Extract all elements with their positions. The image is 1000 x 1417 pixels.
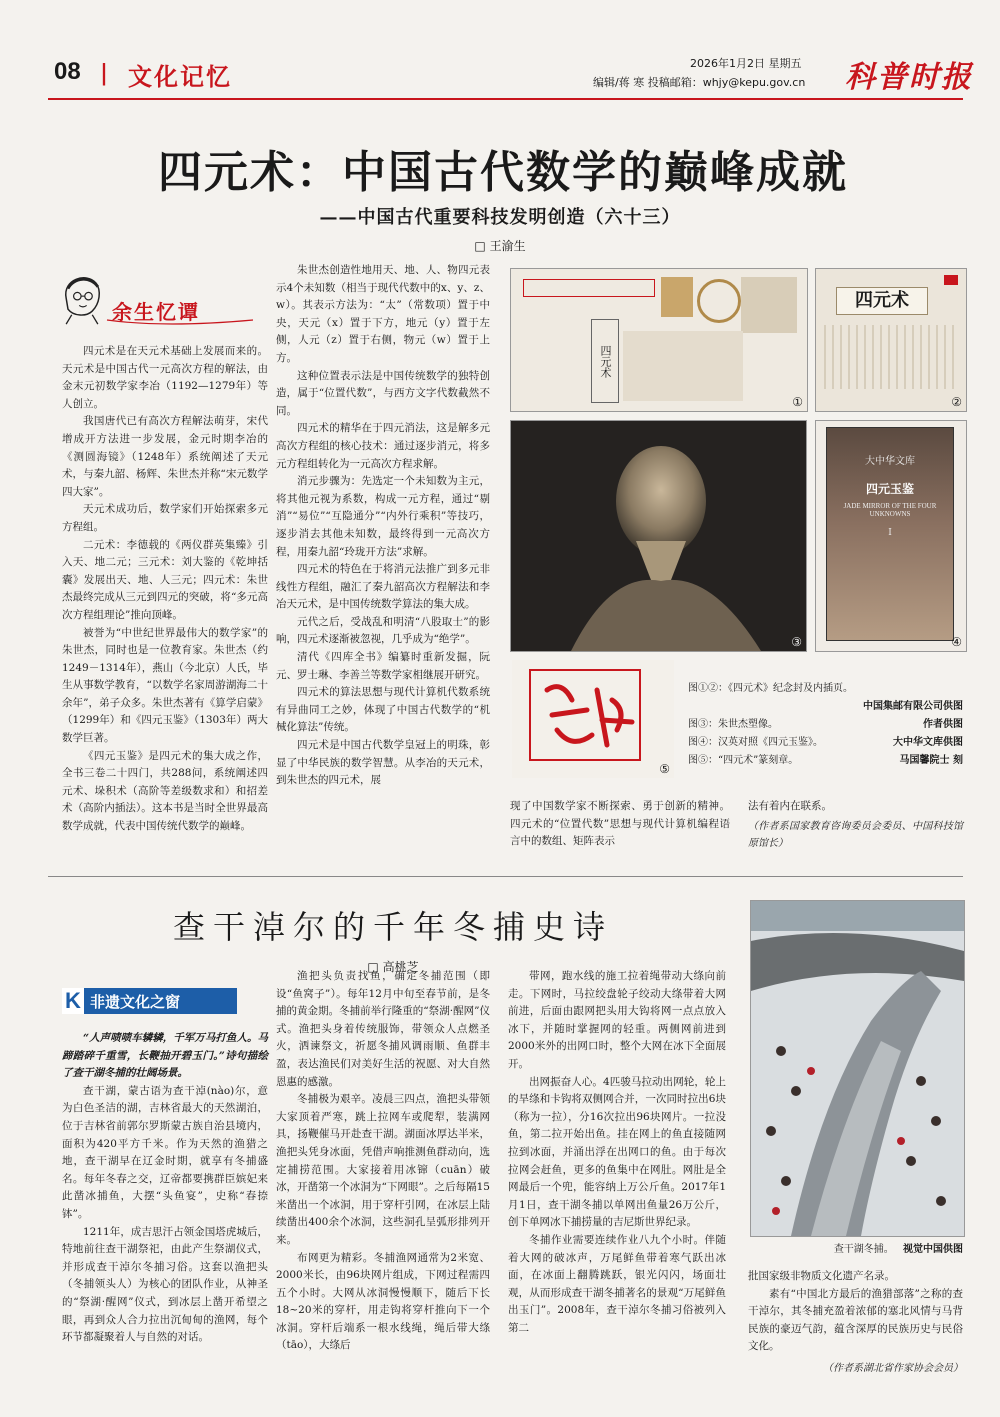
insert-page-photo [815,268,967,412]
section-title: 文化记忆 [128,63,232,91]
statue-image [511,421,806,651]
article1-title: 四元术：中国古代数学的巅峰成就 [158,147,848,198]
paragraph: 布网更为精彩。冬捕渔网通常为2米宽、2000米长，由96块网片组成，下网过程需四五个小时。大网从冰洞慢慢顺下，随后下长18~20米的穿杆，用走钩将穿杆推向下一个冰洞。穿杆后端系一根水线绳，绳后带大绦（tāo），大绦后 [276,1251,490,1352]
article2-column-3 [508,968,726,1337]
paragraph: 天元术成功后，数学家们开始探索多元方程组。 [62,503,268,533]
book-photo [815,420,967,652]
book-volume: I [888,528,892,538]
article-divider [48,876,963,877]
article2-author-note: （作者系湖北省作家协会会员） [823,1362,963,1374]
seal-photo [512,660,674,778]
photo-label: ① [792,395,803,409]
paragraph: 二元术：李德载的《两仪群英集臻》引入天、地二元；三元术：刘大鉴的《乾坤括囊》发展出天、地、人三元；四元术：朱世杰最终完成从三元到四元的突破，将“多元高次方程组理论”推向顶峰。 [62,538,268,621]
photo-label: ② [951,395,962,409]
paragraph: 1211年，成吉思汗占领金国塔虎城后，特地前往查干湖祭祀，由此产生祭湖仪式，并形成查干淖尔冬捕习俗。这套以渔把头（冬捕领头人）为核心的团队作业，从神圣的“祭湖·醒网”仪式，到冰层上凿开希望之眼，再到众人合力拉出沉甸甸的渔网，每个环节都凝聚着人与自然的对话。 [62,1225,268,1344]
article2-column-4 [748,1268,963,1378]
cover-title: 四元术 [591,319,619,403]
paragraph: 这种位置表示法是中国传统数学的独特创造，属于“位置代数”，与西方文字代数截然不同。 [276,369,490,417]
photo-label: ⑤ [659,762,670,776]
paragraph: 消元步骤为：先选定一个未知数为主元，将其他元视为系数，构成一元方程，通过“剔消”“易位”“互隐通分”“内外行乘积”等技巧，逐步消去其他未知数，最终得到一元高次方程，用秦九韶“玲珑开方法”求解。 [276,475,490,558]
paragraph: 四元术的算法思想与现代计算机代数系统有异曲同工之妙，体现了中国古代数学的“机械化算法”传统。 [276,686,490,734]
article2-title: 查干淖尔的千年冬捕史诗 [172,908,613,946]
article1-author-note: （作者系国家教育咨询委员会委员、中国科技馆原馆长） [748,820,963,850]
caption-4: 图④：汉英对照《四元玉鉴》。 [688,737,823,748]
paragraph: 冬捕极为艰辛。凌晨三四点，渔把头带领大家顶着严寒，跳上拉网车或爬犁，装满网具，扬鞭催马开赴查干湖。湖面冰厚达半米，渔把头凭身冰面，凭借声响推测鱼群动向，选定捕捞范围。大家接着用冰镩（cuān）破冰，开凿第一个冰洞为“下网眼”。之后每隔15米凿出一个冰洞，用于穿杆引网，在冰层上陆续凿出400余个冰洞，这些洞孔呈弧形排列开来。 [276,1093,490,1246]
paragraph: 四元术的精华在于四元消法，这是解多元高次方程组的核心技术：通过逐步消元，将多元方程组转化为一元高次方程求解。 [276,422,490,470]
paragraph: 渔把头负责找鱼，确定冬捕范围（即设“鱼窝子”）。每年12月中旬至春节前，是冬捕的黄金期。冬捕前举行隆重的“祭湖·醒网”仪式。渔把头身着传统服饰，带领众人点燃圣火，洒谏祭文，祈愿冬捕风调雨顺、鱼群丰盈，表达渔民们对美好生活的祝愿、对大自然恩惠的感激。 [276,970,490,1088]
book-series: 大中华文库 [865,456,915,467]
photo-credit: 视觉中国供图 [903,1244,963,1255]
caption-row [688,734,963,752]
book-cover [826,427,954,641]
article1-column-2 [276,262,490,790]
column-name: 余生忆谭 [112,300,200,324]
editor-line: 编辑/蒋 寒 投稿邮箱：whjy@kepu.gov.cn [593,76,806,89]
winter-fishing-photo [750,900,965,1237]
page-number: 08 [54,58,81,85]
stamp-image [741,277,797,333]
paragraph: 朱世杰创造性地用天、地、人、物四元表示4个未知数（相当于现代代数中的x、y、z、w）。其表示方法为：“太”（常数项）置于中央，天元（x）置于下方，地元（y）置于左侧，人元（z）置于右侧，物元（w）置于上方。 [276,264,490,364]
paragraph: 四元术是在天元术基础上发展而来的。天元术是中国古代一元高次方程的解法，由金末元初数学家李冶（1192—1279年）等人创立。 [62,345,268,410]
paragraph: 现了中国数学家不断探索、勇于创新的精神。四元术的“位置代数”思想与现代计算机编程语言中的数组、矩阵表示 [510,800,730,848]
article1-author: □ 王渝生 [474,239,526,253]
author-sketch-icon [58,270,106,326]
caption-1: 图①②：《四元术》纪念封及内插页。 [688,683,853,694]
paragraph: 清代《四库全书》编纂时重新发掘，阮元、罗士琳、李善兰等数学家相继展开研究。 [276,651,490,681]
paragraph: 四元术是中国古代数学皇冠上的明珠，彰显了中华民族的数学智慧。从李冶的天元术，到朱世杰的四元术，展 [276,739,490,787]
photo-caption-text: 查干湖冬捕。 [833,1244,894,1255]
article1-column-1 [62,343,268,836]
paragraph: 冬捕作业需要连续作业八九个小时。伴随着大网的破冰声，万尾鲜鱼带着寒气跃出冰面，在冰面上翻腾跳跃，银光闪闪，场面壮观，从而形成查干湖冬捕著名的景观“万尾鲜鱼出玉门”。2008年，查干淖尔冬捕习俗被列入第二 [508,1233,726,1334]
article1-column-3 [510,798,730,851]
caption-4-credit: 大中华文库供图 [893,737,963,748]
caption-3: 图③：朱世杰塑像。 [688,719,778,730]
paragraph: 四元术的特色在于将消元法推广到多元非线性方程组，融汇了秦九韶高次方程解法和李冶天元术，是中国传统数学算法的集大成。 [276,563,490,611]
paragraph: 批国家级非物质文化遗产名录。 [748,1270,895,1282]
caption-1-credit: 中国集邮有限公司供图 [863,701,963,712]
commemorative-cover-photo [510,268,808,412]
caption-3-credit: 作者供图 [923,719,963,730]
seal-carving-image [512,660,674,778]
issue-date: 2026年1月2日 星期五 [690,57,802,70]
paragraph: 被誉为“中世纪世界最伟大的数学家”的朱世杰，同时也是一位教育家。朱世杰（约1249－1314年），燕山（今北京）人氏，毕生从事数学教育，“以数学名家周游湖海二十余年”，弟子众多。朱世杰著有《算学启蒙》（1299年）和《四元玉鉴》（1303年）两大数学巨著。 [62,626,268,745]
photo-label: ③ [791,635,802,649]
postcode-boxes [523,279,655,297]
paragraph: 带网，跑水线的施工拉着绳带动大绦向前走。下网时，马拉绞盘轮子绞动大绦带着大网前进，后面由跟网把头用大钩将网一点点放入冰下，并随时掌握网的轻重。两侧网前进到2000米外的出网口时，整个大网在冰下全面展开。 [508,970,726,1070]
header-separator: | [100,60,109,86]
paragraph: 法有着内在联系。 [748,800,832,812]
paragraph: 我国唐代已有高次方程解法萌芽，宋代增成开方法进一步发展，金元时期李冶的《测圆海镜》（1248年）系统阐述了天元术，与秦九韶、杨辉、朱世杰并称“宋元数学四大家”。 [62,415,268,498]
statue-photo [510,420,807,652]
article1-column-4 [748,798,963,853]
article1-subtitle: ——中国古代重要科技发明创造（六十三） [319,207,681,228]
paragraph: 元代之后，受战乱和明清“八股取士”的影响，四元术逐渐被忽视，几乎成为“绝学”。 [276,615,490,646]
paragraph: 素有“中国北方最后的渔猎部落”之称的查干淖尔，其冬捕充盈着浓郁的塞北风情与马背民族的豪迈气韵，蕴含深厚的民族历史与民俗文化。 [748,1287,963,1353]
stamp-image [661,277,693,317]
paragraph: 《四元玉鉴》是四元术的集大成之作，全书三卷二十四门，共288问，系统阐述四元术、垛积术（高阶等差级数求和）和招差术（高阶内插法）。这本书是当时全世界最高数学成就，代表中国传统代数学的巅峰。 [62,749,268,833]
cover-illustration [623,331,743,401]
postmark-icon [697,279,741,323]
photo-label: ④ [951,635,962,649]
caption-5-credit: 马国馨院士 刻 [899,755,963,766]
header-rule [48,98,963,100]
article2-column-1 [62,1030,268,1347]
caption-row [688,752,963,770]
winter-fishing-image [751,901,964,1236]
caption-row [688,716,963,734]
k-logo-icon: K [62,988,84,1014]
paragraph: 查干湖，蒙古语为查干淖(nào)尔，意为白色圣洁的湖，吉林省最大的天然湖泊，位于吉林省前郭尔罗斯蒙古族自治县境内，面积为420平方千米。作为天然的渔猎之地，查干湖早在辽金时期，就享有冬捕盛名。每年冬春之交，辽帝都要携群臣嫔妃来此凿冰捕鱼，大摆“头鱼宴”，史称“春捺钵”。 [62,1084,268,1220]
article2-author: □ 高桃芝 [367,960,419,974]
seal-mark [944,275,958,285]
caption-5: 图⑤：“四元术”篆刻章。 [688,755,799,766]
column-badge [62,988,237,1014]
book-english-title: JADE MIRROR OF THE FOUR UNKNOWNS [843,502,937,518]
photo-caption [750,1240,963,1255]
masthead-logo: 科普时报 [845,60,973,95]
article2-column-2 [276,968,490,1355]
column-name: 非遗文化之窗 [90,993,181,1011]
poem-paragraph: “人声啧啧车辚辚，千军万马打鱼人。马蹄踏碎千重雪，长鞭抽开碧玉门。”诗句描绘了查干湖冬捕的壮阔场景。 [62,1032,268,1080]
classical-text-image [824,325,958,389]
paragraph: 出网振奋人心。4匹骏马拉动出网轮，轮上的旱绦和卡钩将双侧网合并，一次同时拉出6块（称为一拉），分16次拉出96块网片。一拉没鱼，第二拉开始出鱼。挂在网上的鱼直接随网拉到冰面，并涌出浮在出网口的鱼。由于每次拉网会赶鱼，更多的鱼集中在网肚。网肚是全网最后一个兜，能容纳上万公斤鱼。2017年1月1日，查干湖冬捕以单网出鱼量26万公斤，创下单网冰下捕捞量的吉尼斯世界纪录。 [508,1075,726,1229]
book-title: 四元玉鉴 [865,482,914,496]
photo-captions [688,680,963,770]
insert-title: 四元术 [836,287,928,315]
